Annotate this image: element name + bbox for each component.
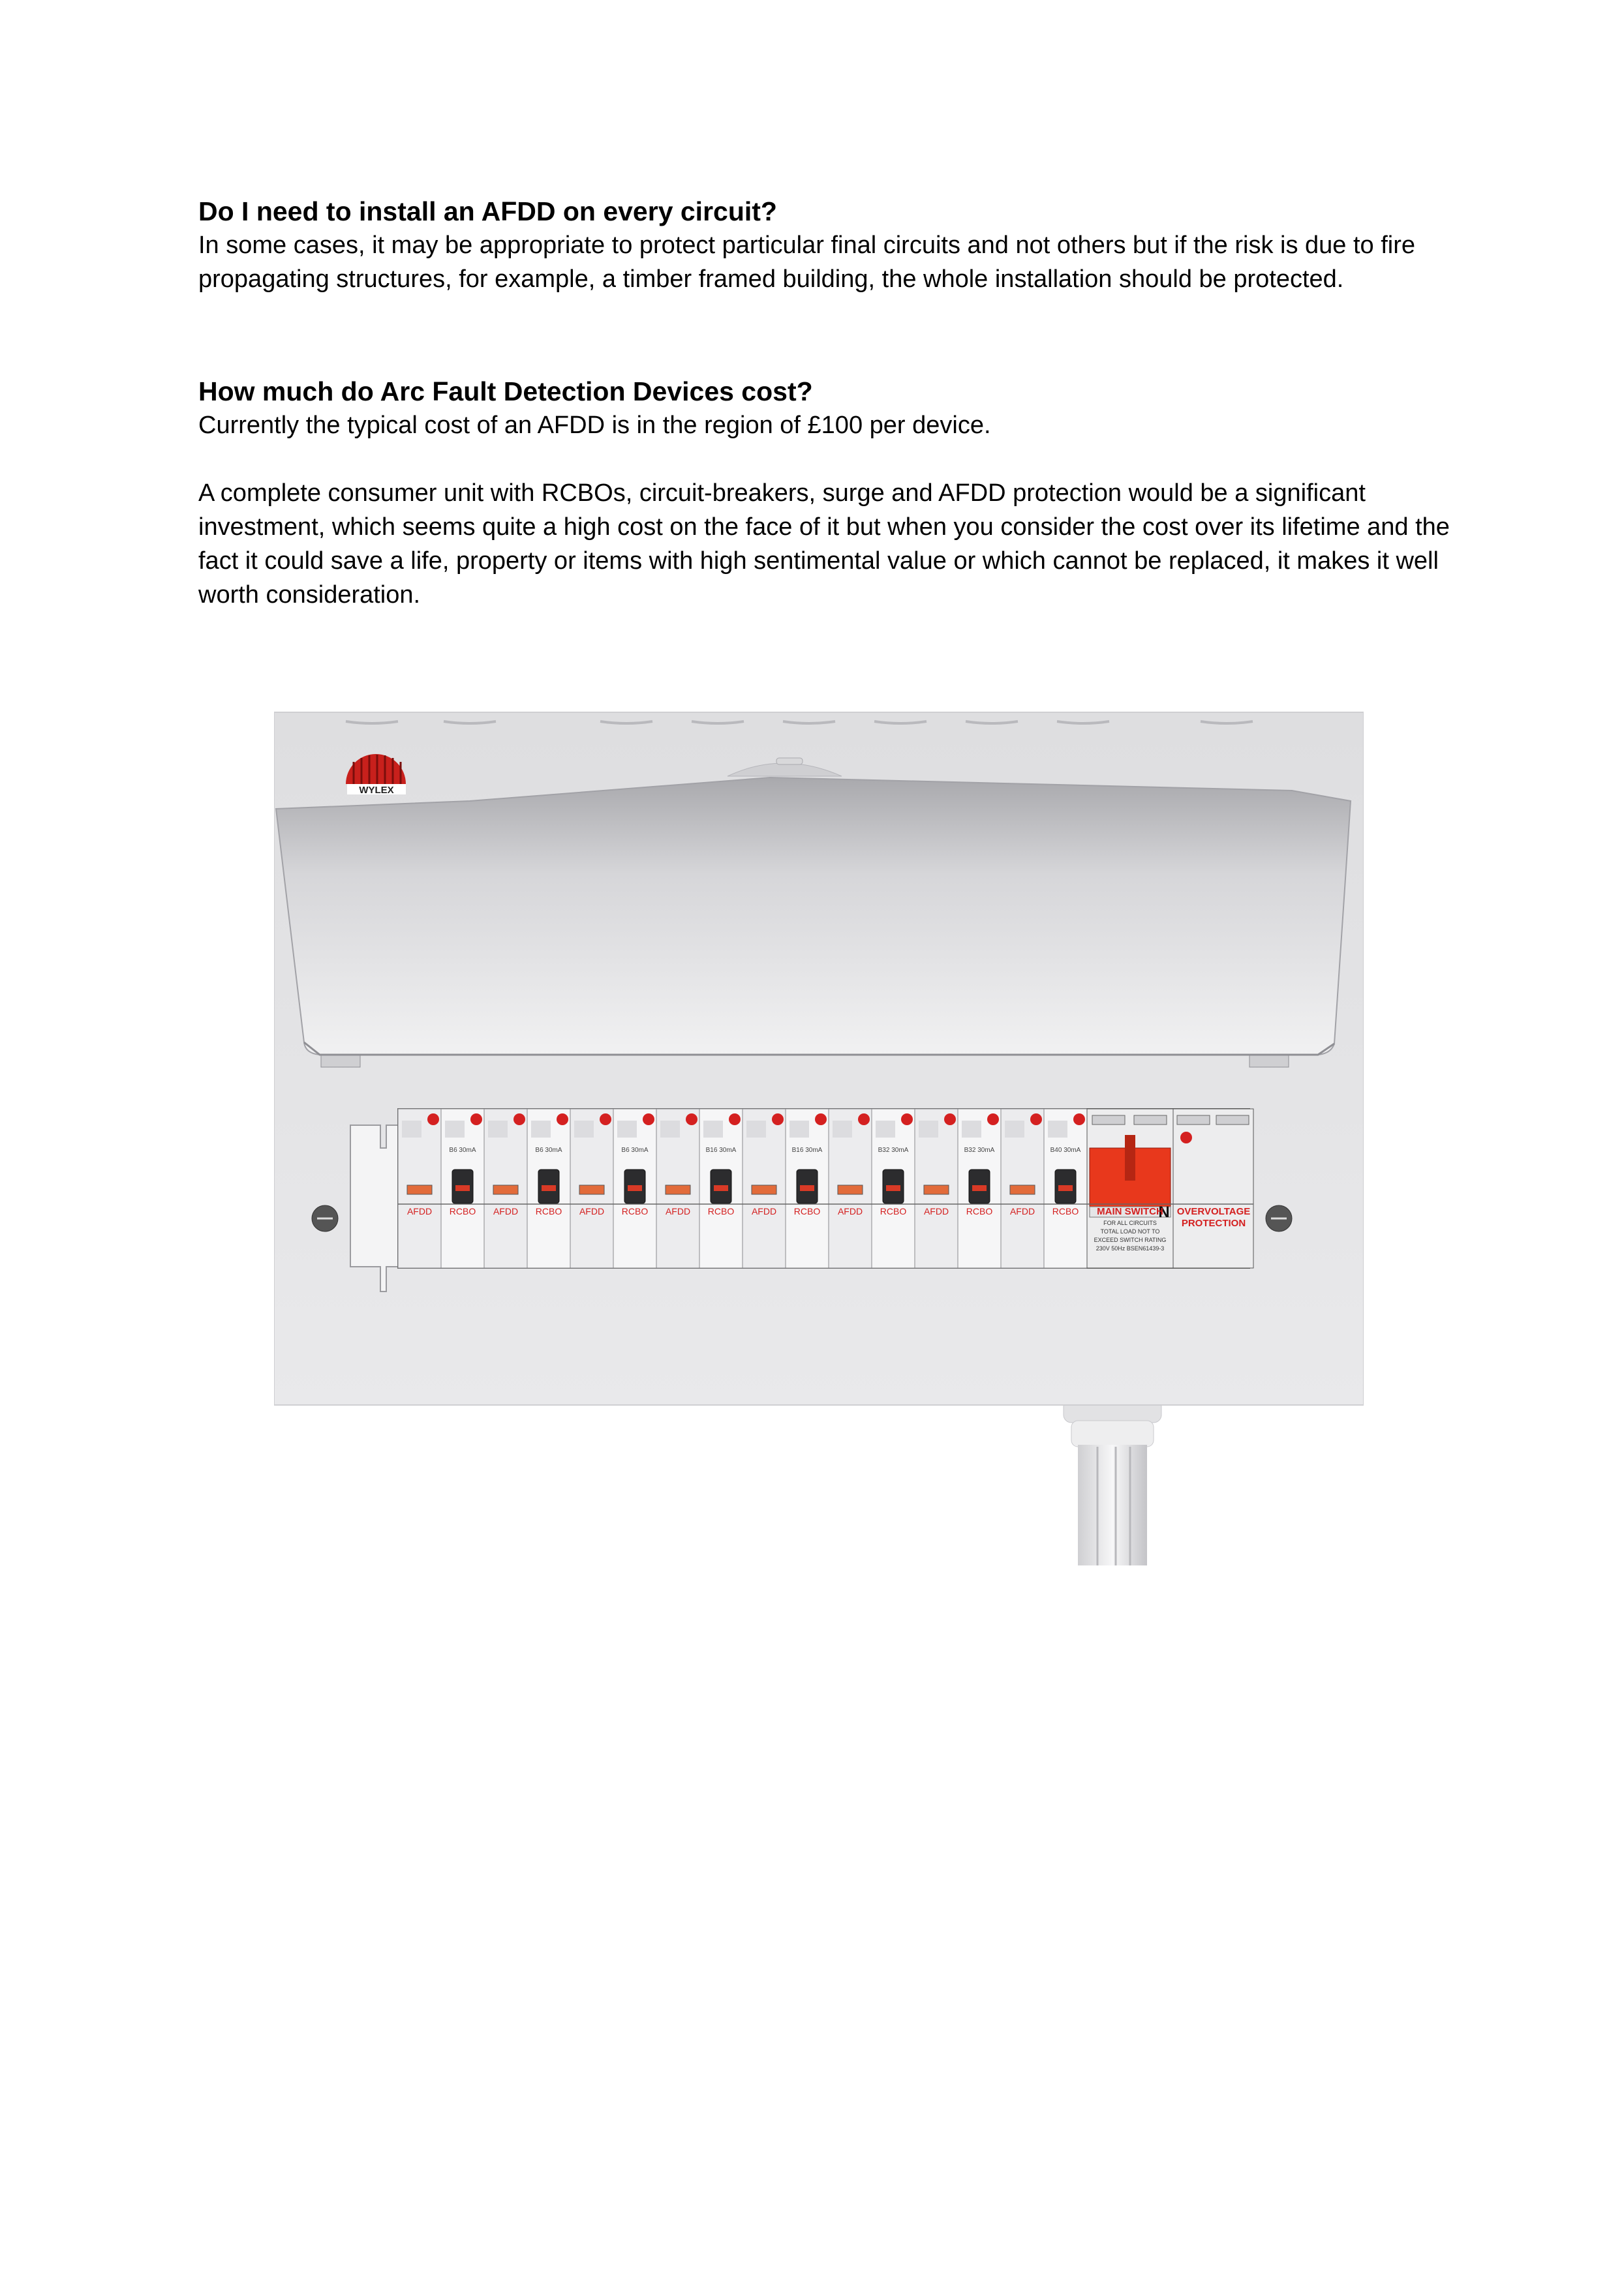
heading-afdd-every-circuit: Do I need to install an AFDD on every circuit? (198, 196, 777, 226)
brand-badge (1073, 1113, 1085, 1125)
rcbo-toggle-indicator (628, 1185, 642, 1191)
brand-badge (901, 1113, 913, 1125)
module-label-afdd: AFDD (1009, 1206, 1035, 1216)
rcbo-toggle-indicator (714, 1185, 728, 1191)
main-switch-label: MAIN SWITCH (1097, 1206, 1163, 1217)
module-markings (1048, 1121, 1067, 1138)
module-label-afdd: AFDD (923, 1206, 949, 1216)
module-markings (703, 1121, 723, 1138)
module-label-afdd: AFDD (837, 1206, 863, 1216)
overvoltage-terminal (1216, 1115, 1249, 1125)
module-markings (531, 1121, 551, 1138)
module-markings (445, 1121, 465, 1138)
brand-badge (858, 1113, 870, 1125)
module-label-rcbo: RCBO (793, 1206, 821, 1216)
module-markings (617, 1121, 637, 1138)
brand-badge (513, 1113, 525, 1125)
brand-badge (557, 1113, 568, 1125)
main-switch-terminal (1134, 1115, 1167, 1125)
paragraph-afdd-every-circuit: In some cases, it may be appropriate to protect particular final circuits and not others but if the risk is due to fire propagating structures, for example, a timber framed building, the whole installation should be protected. (198, 232, 1416, 293)
overvoltage-terminal (1177, 1115, 1210, 1125)
rating-label: B16 30mA (791, 1147, 823, 1154)
module-label-afdd: AFDD (579, 1206, 605, 1216)
main-switch-note: 230V 50Hz BSEN61439-3 (1095, 1245, 1165, 1252)
heading-afdd-cost: How much do Arc Fault Detection Devices cost? (198, 376, 813, 406)
module-markings (919, 1121, 938, 1138)
brand-badge (987, 1113, 999, 1125)
rating-label: B16 30mA (705, 1147, 737, 1154)
module-markings (789, 1121, 809, 1138)
brand-badge (1030, 1113, 1042, 1125)
afdd-toggle (752, 1185, 776, 1194)
consumer-unit-illustration (274, 704, 1364, 1565)
module-label-rcbo: RCBO (966, 1206, 993, 1216)
rcbo-toggle-indicator (1058, 1185, 1073, 1191)
brand-badge (643, 1113, 654, 1125)
brand-badge (944, 1113, 956, 1125)
module-label-afdd: AFDD (493, 1206, 519, 1216)
din-blank-clip (350, 1125, 398, 1292)
rcbo-toggle-indicator (886, 1185, 900, 1191)
rating-label: B6 30mA (449, 1147, 476, 1154)
rcbo-toggle-indicator (800, 1185, 814, 1191)
brand-badge (427, 1113, 439, 1125)
screw-left (312, 1205, 338, 1231)
brand-badge (686, 1113, 697, 1125)
module-label-rcbo: RCBO (535, 1206, 562, 1216)
rating-label: B32 30mA (964, 1147, 995, 1154)
device-row (398, 1109, 1253, 1268)
cable-gland (1064, 1399, 1161, 1565)
article-text (198, 194, 1458, 612)
brand-name: WYLEX (359, 785, 394, 796)
module-label-afdd: AFDD (751, 1206, 777, 1216)
neutral-mark: N (1158, 1203, 1170, 1221)
main-switch-note: EXCEED SWITCH RATING (1094, 1237, 1167, 1243)
rcbo-toggle-indicator (972, 1185, 987, 1191)
brand-badge (1180, 1132, 1192, 1143)
main-switch-note: FOR ALL CIRCUITS (1103, 1220, 1157, 1226)
rating-label: B40 30mA (1050, 1147, 1081, 1154)
screw-right (1266, 1205, 1292, 1231)
afdd-toggle (666, 1185, 690, 1194)
afdd-toggle (924, 1185, 949, 1194)
module-label-rcbo: RCBO (880, 1206, 907, 1216)
paragraph-afdd-typical-cost: Currently the typical cost of an AFDD is in the region of £100 per device. (198, 412, 991, 439)
module-label-rcbo: RCBO (707, 1206, 735, 1216)
afdd-toggle (838, 1185, 863, 1194)
module-markings (1005, 1121, 1024, 1138)
paragraph-consumer-unit-investment: A complete consumer unit with RCBOs, circuit-breakers, surge and AFDD protection would be a significant investment, which seems quite a high cost on the face of it but when you consider the cost over its lifetime and the fact it could save a life, property or items with high sentimental value or which cannot be replaced, it makes it well worth consideration. (198, 479, 1450, 609)
main-switch-handle-bridge (1125, 1135, 1135, 1181)
main-switch-terminal (1092, 1115, 1125, 1125)
module-markings (660, 1121, 680, 1138)
module-label-rcbo: RCBO (621, 1206, 649, 1216)
rcbo-toggle-indicator (455, 1185, 470, 1191)
module-markings (402, 1121, 421, 1138)
overvoltage-label: OVERVOLTAGE (1176, 1206, 1251, 1217)
brand-badge (600, 1113, 611, 1125)
rating-label: B6 30mA (621, 1147, 649, 1154)
module-markings (574, 1121, 594, 1138)
main-switch-note: TOTAL LOAD NOT TO (1100, 1228, 1160, 1235)
afdd-toggle (493, 1185, 518, 1194)
brand-badge (729, 1113, 741, 1125)
brand-badge (772, 1113, 784, 1125)
rcbo-toggle-indicator (542, 1185, 556, 1191)
module-label-afdd: AFDD (665, 1206, 691, 1216)
module-label-rcbo: RCBO (449, 1206, 476, 1216)
brand-badge (470, 1113, 482, 1125)
module-markings (876, 1121, 895, 1138)
module-markings (488, 1121, 508, 1138)
module-markings (962, 1121, 981, 1138)
module-label-afdd: AFDD (406, 1206, 433, 1216)
afdd-toggle (407, 1185, 432, 1194)
module-markings (833, 1121, 852, 1138)
hinged-lid (276, 758, 1351, 1067)
afdd-toggle (579, 1185, 604, 1194)
overvoltage-label: PROTECTION (1181, 1218, 1246, 1229)
brand-badge (815, 1113, 827, 1125)
afdd-toggle (1010, 1185, 1035, 1194)
rating-label: B32 30mA (878, 1147, 909, 1154)
rating-label: B6 30mA (535, 1147, 562, 1154)
module-markings (746, 1121, 766, 1138)
module-label-rcbo: RCBO (1052, 1206, 1079, 1216)
